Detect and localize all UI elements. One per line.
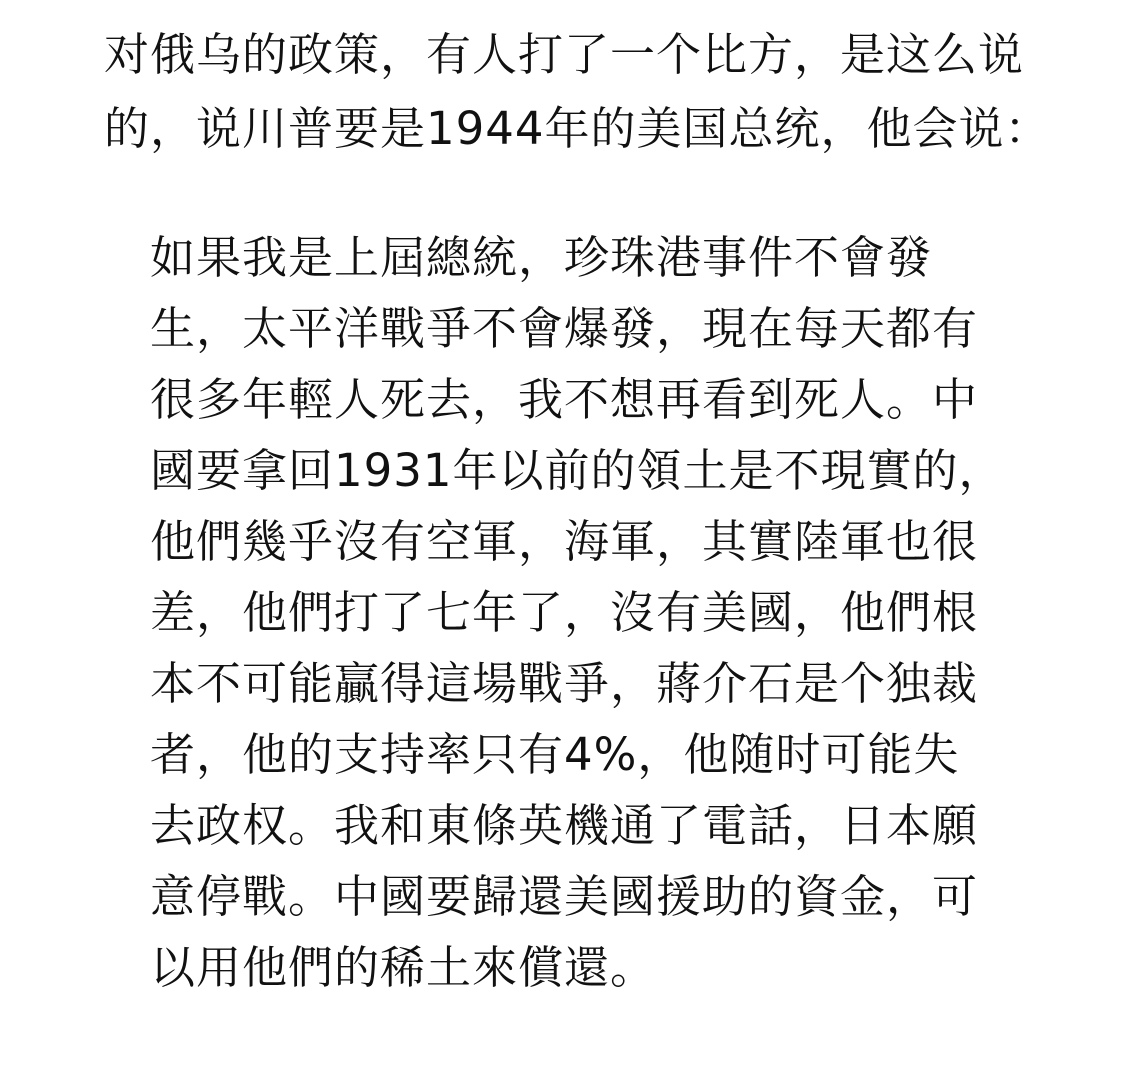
quoted-paragraph — [150, 222, 1010, 1003]
quote-line: 者，他的支持率只有4%，他随时可能失 — [150, 728, 960, 781]
quote-line: 意停戰。中國要歸還美國援助的資金，可 — [150, 870, 979, 923]
intro-paragraph — [104, 18, 1051, 166]
quote-line: 他們幾乎沒有空軍，海軍，其實陸軍也很 — [150, 515, 979, 568]
quote-line: 去政权。我和東條英機通了電話，日本願 — [150, 799, 979, 852]
quote-line: 差，他們打了七年了，沒有美國，他們根 — [150, 586, 979, 639]
quote-line: 生，太平洋戰爭不會爆發，現在每天都有 — [150, 302, 979, 355]
quote-line: 如果我是上屆總統，珍珠港事件不會發 — [150, 231, 933, 284]
quote-line: 本不可能贏得這場戰爭，蔣介石是个独裁 — [150, 657, 979, 710]
quote-line: 很多年輕人死去，我不想再看到死人。中 — [150, 373, 979, 426]
intro-line: 的，说川普要是1944年的美国总统，他会说： — [104, 102, 1051, 155]
quote-line: 國要拿回1931年以前的領土是不現實的， — [150, 444, 1005, 497]
quote-line: 以用他們的稀土來償還。 — [150, 941, 657, 994]
intro-line: 对俄乌的政策，有人打了一个比方，是这么说 — [104, 28, 1025, 81]
